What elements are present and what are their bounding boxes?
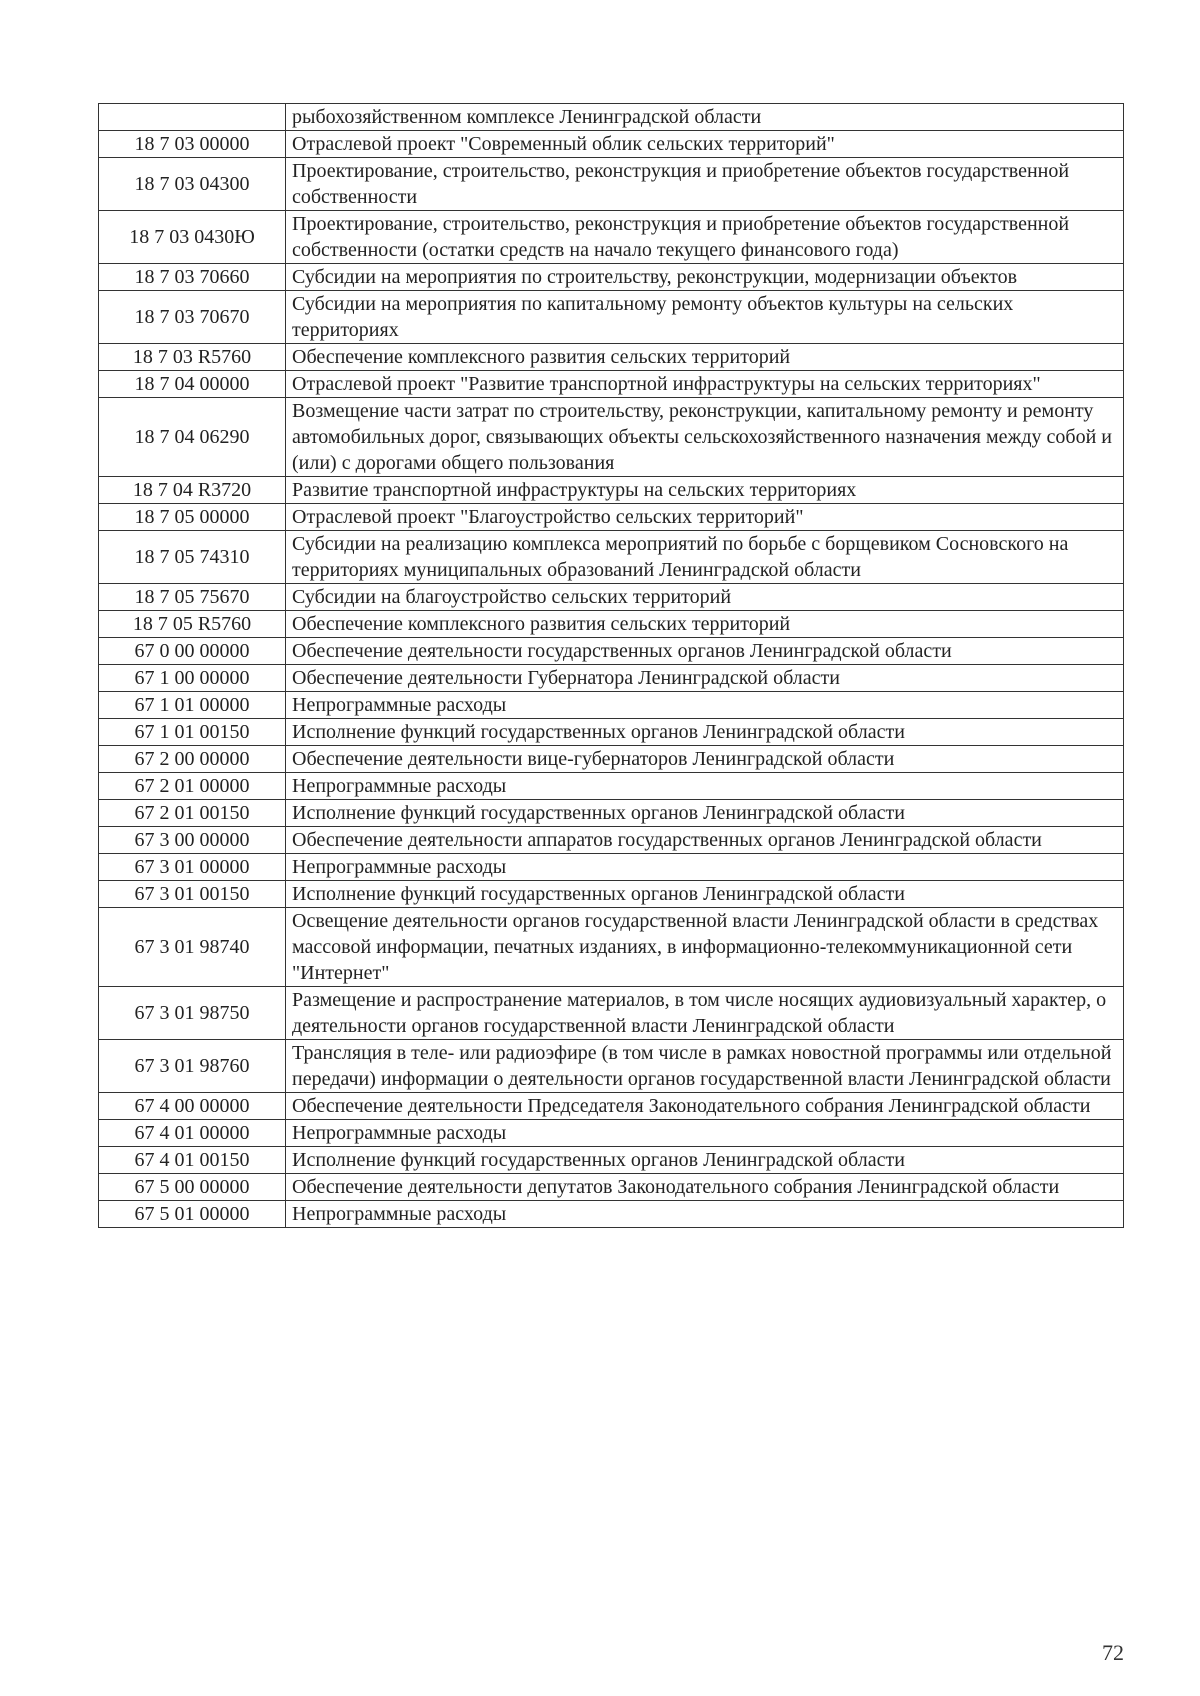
table-row	[99, 104, 1124, 131]
row-code-cell: 18 7 03 70670	[99, 291, 286, 344]
table-row	[99, 854, 1124, 881]
row-name-cell: Непрограммные расходы	[286, 854, 1124, 881]
row-code-cell: 67 3 01 98760	[99, 1040, 286, 1093]
table-row	[99, 291, 1124, 344]
table-body	[99, 104, 1124, 1228]
row-name-cell: Размещение и распространение материалов, в том числе носящих аудиовизуальный характер, о деятельности органов государственной власти Ленинградской области	[286, 987, 1124, 1040]
row-name-cell: Отраслевой проект "Развитие транспортной инфраструктуры на сельских территориях"	[286, 371, 1124, 398]
row-name-cell: Исполнение функций государственных органов Ленинградской области	[286, 800, 1124, 827]
row-code-cell: 18 7 05 00000	[99, 504, 286, 531]
row-name-cell: Обеспечение деятельности депутатов Законодательного собрания Ленинградской области	[286, 1174, 1124, 1201]
row-code-cell: 67 2 00 00000	[99, 746, 286, 773]
table-row	[99, 1147, 1124, 1174]
table-row	[99, 1174, 1124, 1201]
row-code-cell	[99, 104, 286, 131]
row-code-cell: 18 7 03 04300	[99, 158, 286, 211]
table-row	[99, 477, 1124, 504]
page-number: 72	[1102, 1640, 1124, 1665]
row-name-cell: Трансляция в теле- или радиоэфире (в том числе в рамках новостной программы или отдельной передачи) информации о деятельности органов государственной власти Ленинградской области	[286, 1040, 1124, 1093]
row-code-cell: 18 7 03 00000	[99, 131, 286, 158]
row-code-cell: 18 7 03 70660	[99, 264, 286, 291]
table-row	[99, 1093, 1124, 1120]
row-code-cell: 18 7 04 06290	[99, 398, 286, 477]
row-name-cell: Непрограммные расходы	[286, 1120, 1124, 1147]
table-row	[99, 800, 1124, 827]
row-name-cell: рыбохозяйственном комплексе Ленинградской области	[286, 104, 1124, 131]
row-name-cell: Обеспечение деятельности вице-губернаторов Ленинградской области	[286, 746, 1124, 773]
row-name-cell: Субсидии на мероприятия по капитальному ремонту объектов культуры на сельских территориях	[286, 291, 1124, 344]
row-name-cell: Субсидии на реализацию комплекса мероприятий по борьбе с борщевиком Сосновского на территориях муниципальных образований Ленинградской области	[286, 531, 1124, 584]
row-name-cell: Обеспечение деятельности аппаратов государственных органов Ленинградской области	[286, 827, 1124, 854]
table-row	[99, 1201, 1124, 1228]
table-row	[99, 131, 1124, 158]
row-name-cell: Освещение деятельности органов государственной власти Ленинградской области в средствах массовой информации, печатных изданиях, в информационно-телекоммуникационной сети "Интернет"	[286, 908, 1124, 987]
row-code-cell: 18 7 04 R3720	[99, 477, 286, 504]
row-name-cell: Непрограммные расходы	[286, 1201, 1124, 1228]
table-row	[99, 1040, 1124, 1093]
table-row	[99, 987, 1124, 1040]
row-name-cell: Исполнение функций государственных органов Ленинградской области	[286, 881, 1124, 908]
table-row	[99, 158, 1124, 211]
row-code-cell: 67 3 01 00150	[99, 881, 286, 908]
row-code-cell: 18 7 04 00000	[99, 371, 286, 398]
table-row	[99, 908, 1124, 987]
row-name-cell: Исполнение функций государственных органов Ленинградской области	[286, 719, 1124, 746]
row-code-cell: 67 3 01 98740	[99, 908, 286, 987]
row-code-cell: 67 3 00 00000	[99, 827, 286, 854]
row-code-cell: 67 5 01 00000	[99, 1201, 286, 1228]
row-code-cell: 67 1 01 00150	[99, 719, 286, 746]
row-code-cell: 18 7 03 R5760	[99, 344, 286, 371]
row-name-cell: Отраслевой проект "Благоустройство сельских территорий"	[286, 504, 1124, 531]
row-name-cell: Обеспечение деятельности государственных органов Ленинградской области	[286, 638, 1124, 665]
row-code-cell: 67 0 00 00000	[99, 638, 286, 665]
row-code-cell: 67 4 01 00000	[99, 1120, 286, 1147]
row-code-cell: 18 7 05 74310	[99, 531, 286, 584]
row-name-cell: Развитие транспортной инфраструктуры на сельских территориях	[286, 477, 1124, 504]
row-code-cell: 67 1 00 00000	[99, 665, 286, 692]
table-row	[99, 746, 1124, 773]
row-name-cell: Обеспечение деятельности Губернатора Ленинградской области	[286, 665, 1124, 692]
table-row	[99, 264, 1124, 291]
table-row	[99, 584, 1124, 611]
row-name-cell: Обеспечение комплексного развития сельских территорий	[286, 344, 1124, 371]
table-row	[99, 665, 1124, 692]
row-name-cell: Обеспечение комплексного развития сельских территорий	[286, 611, 1124, 638]
row-name-cell: Отраслевой проект "Современный облик сельских территорий"	[286, 131, 1124, 158]
row-name-cell: Непрограммные расходы	[286, 773, 1124, 800]
row-code-cell: 67 4 01 00150	[99, 1147, 286, 1174]
row-code-cell: 18 7 05 75670	[99, 584, 286, 611]
row-name-cell: Исполнение функций государственных органов Ленинградской области	[286, 1147, 1124, 1174]
row-code-cell: 67 3 01 98750	[99, 987, 286, 1040]
table-row	[99, 371, 1124, 398]
table-row	[99, 1120, 1124, 1147]
row-name-cell: Субсидии на мероприятия по строительству, реконструкции, модернизации объектов	[286, 264, 1124, 291]
row-code-cell: 67 1 01 00000	[99, 692, 286, 719]
row-name-cell: Субсидии на благоустройство сельских территорий	[286, 584, 1124, 611]
budget-classification-table	[98, 103, 1124, 1228]
table-row	[99, 692, 1124, 719]
table-row	[99, 827, 1124, 854]
row-name-cell: Непрограммные расходы	[286, 692, 1124, 719]
table-row	[99, 398, 1124, 477]
table-row	[99, 881, 1124, 908]
row-code-cell: 67 2 01 00000	[99, 773, 286, 800]
table-row	[99, 211, 1124, 264]
table-row	[99, 504, 1124, 531]
table-row	[99, 773, 1124, 800]
table-row	[99, 611, 1124, 638]
row-code-cell: 67 4 00 00000	[99, 1093, 286, 1120]
row-name-cell: Обеспечение деятельности Председателя Законодательного собрания Ленинградской области	[286, 1093, 1124, 1120]
table-row	[99, 638, 1124, 665]
row-name-cell: Проектирование, строительство, реконструкция и приобретение объектов государственной собственности	[286, 158, 1124, 211]
table-row	[99, 531, 1124, 584]
row-code-cell: 67 5 00 00000	[99, 1174, 286, 1201]
table-row	[99, 719, 1124, 746]
row-name-cell: Проектирование, строительство, реконструкция и приобретение объектов государственной собственности (остатки средств на начало текущего финансового года)	[286, 211, 1124, 264]
row-code-cell: 67 2 01 00150	[99, 800, 286, 827]
row-code-cell: 67 3 01 00000	[99, 854, 286, 881]
row-code-cell: 18 7 05 R5760	[99, 611, 286, 638]
table-row	[99, 344, 1124, 371]
row-name-cell: Возмещение части затрат по строительству, реконструкции, капитальному ремонту и ремонту автомобильных дорог, связывающих объекты сельскохозяйственного назначения между собой и (или) с дорогами общего пользования	[286, 398, 1124, 477]
row-code-cell: 18 7 03 0430Ю	[99, 211, 286, 264]
